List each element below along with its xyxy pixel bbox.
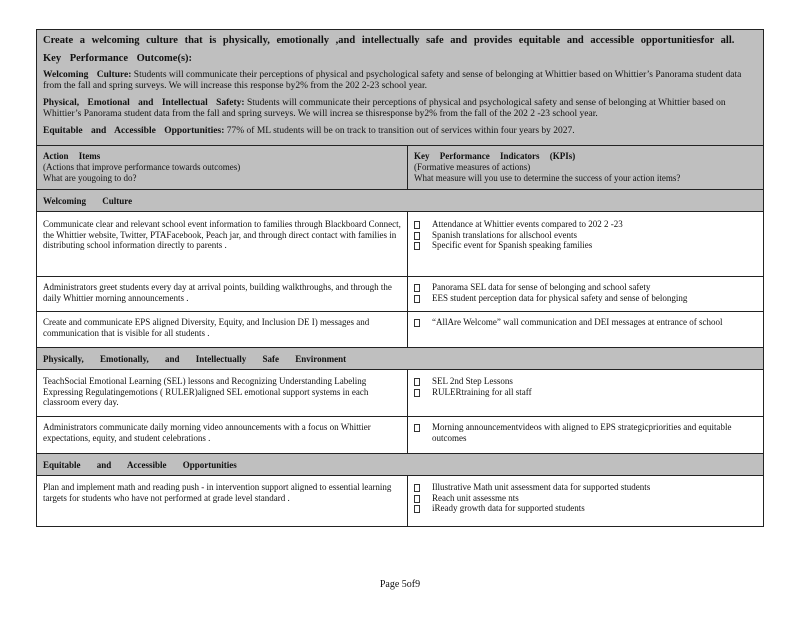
kpi-item: iReady growth data for supported students xyxy=(414,503,757,514)
action-cell: Create and communicate EPS aligned Diversity, Equity, and Inclusion DE I) messages and communication that is visible for all students . xyxy=(37,312,408,347)
kpi-item: Reach unit assessme nts xyxy=(414,493,757,504)
kpi-sub: (Formative measures of actions) xyxy=(414,162,531,172)
kpi-cell xyxy=(408,312,763,347)
section-heading: Welcoming Culture xyxy=(37,190,763,212)
goal-title: Create a welcoming culture that is physically, emotionally ,and intellectually safe and provides equitable and accessible opportunitiesfor all. xyxy=(43,35,735,46)
kpi-item: Morning announcementvideos with aligned to EPS strategicpriorities and equitable outcomes xyxy=(414,422,757,443)
action-items-question: What are yougoing to do? xyxy=(43,173,137,183)
action-items-title: Action Items xyxy=(43,151,101,161)
action-items-sub: (Actions that improve performance towards outcomes) xyxy=(43,162,241,172)
outcome-text: Students will communicate their perceptions of physical and psychological safety and sense of belonging at Whittier based on Whittier’s Panorama student data from the fall and spring surveys. We will increa se thisresponse by2% from the fall of the 202 2 -23 school year. xyxy=(43,98,726,119)
goal-box xyxy=(37,30,763,146)
kpi-cell xyxy=(408,417,763,453)
section-heading: Equitable and Accessible Opportunities xyxy=(37,454,763,476)
action-cell: Administrators communicate daily morning video announcements with a focus on Whittier expectations, equity, and student celebrations . xyxy=(37,417,408,453)
action-cell: Communicate clear and relevant school event information to families through Blackboard Connect, the Whittier website, Twitter, PTAFacebook, Peach jar, and through direct contact with families in distributing school information directly to parents . xyxy=(37,212,408,276)
kpi-header xyxy=(408,146,763,189)
kpi-item: Panorama SEL data for sense of belonging and school safety xyxy=(414,282,757,293)
table-row xyxy=(37,212,763,277)
outcome-text: 77% of ML students will be on track to transition out of services within four years by 2027. xyxy=(226,126,575,136)
table-header-row xyxy=(37,146,763,190)
table-row xyxy=(37,277,763,312)
table-row xyxy=(37,312,763,348)
kpi-item: Attendance at Whittier events compared to 202 2 -23 xyxy=(414,219,757,230)
table-row xyxy=(37,370,763,417)
section-heading: Physically, Emotionally, and Intellectually Safe Environment xyxy=(37,348,763,370)
kpi-item: “AllAre Welcome” wall communication and DEI messages at entrance of school xyxy=(414,317,757,328)
kpi-title: Key Performance Indicators (KPIs) xyxy=(414,151,576,161)
improvement-plan-table xyxy=(36,29,764,527)
kpi-item: RULERtraining for all staff xyxy=(414,387,757,398)
kpi-question: What measure will you use to determine the success of your action items? xyxy=(414,173,681,183)
kpi-cell xyxy=(408,370,763,416)
outcome-label: Welcoming Culture: xyxy=(43,70,132,80)
outcome-safety xyxy=(43,98,757,120)
kpo-heading: Key Performance Outcome(s): xyxy=(43,53,193,64)
kpi-item: SEL 2nd Step Lessons xyxy=(414,376,757,387)
kpi-item: Specific event for Spanish speaking families xyxy=(414,240,757,251)
outcome-text: Students will communicate their perceptions of physical and psychological safety and sense of belonging at Whittier based on Whittier’s Panorama student data from the fall and spring surveys. We will increase this response by2% from the 202 2-23 school year. xyxy=(43,70,742,91)
kpi-cell xyxy=(408,476,763,526)
kpi-item: Spanish translations for allschool events xyxy=(414,230,757,241)
table-row xyxy=(37,476,763,526)
kpi-cell xyxy=(408,277,763,311)
outcome-equitable xyxy=(43,126,757,137)
action-cell: TeachSocial Emotional Learning (SEL) lessons and Recognizing Understanding Labeling Expressing Regulatingemotions ( RULER)aligned SEL emotional support systems in each classroom every day. xyxy=(37,370,408,416)
outcome-label: Equitable and Accessible Opportunities: xyxy=(43,126,225,136)
outcome-welcoming xyxy=(43,70,757,92)
kpi-item: EES student perception data for physical safety and sense of belonging xyxy=(414,293,757,304)
kpi-item: Illustrative Math unit assessment data for supported students xyxy=(414,482,757,493)
table-row xyxy=(37,417,763,454)
action-items-header xyxy=(37,146,408,189)
action-cell: Administrators greet students every day at arrival points, building walkthroughs, and through the daily Whittier morning announcements . xyxy=(37,277,408,311)
outcome-label: Physical, Emotional and Intellectual Safety: xyxy=(43,98,245,108)
kpi-cell xyxy=(408,212,763,276)
page-number: Page 5of9 xyxy=(379,579,421,590)
action-cell: Plan and implement math and reading push - in intervention support aligned to essential learning targets for students who have not performed at grade level standard . xyxy=(37,476,408,526)
